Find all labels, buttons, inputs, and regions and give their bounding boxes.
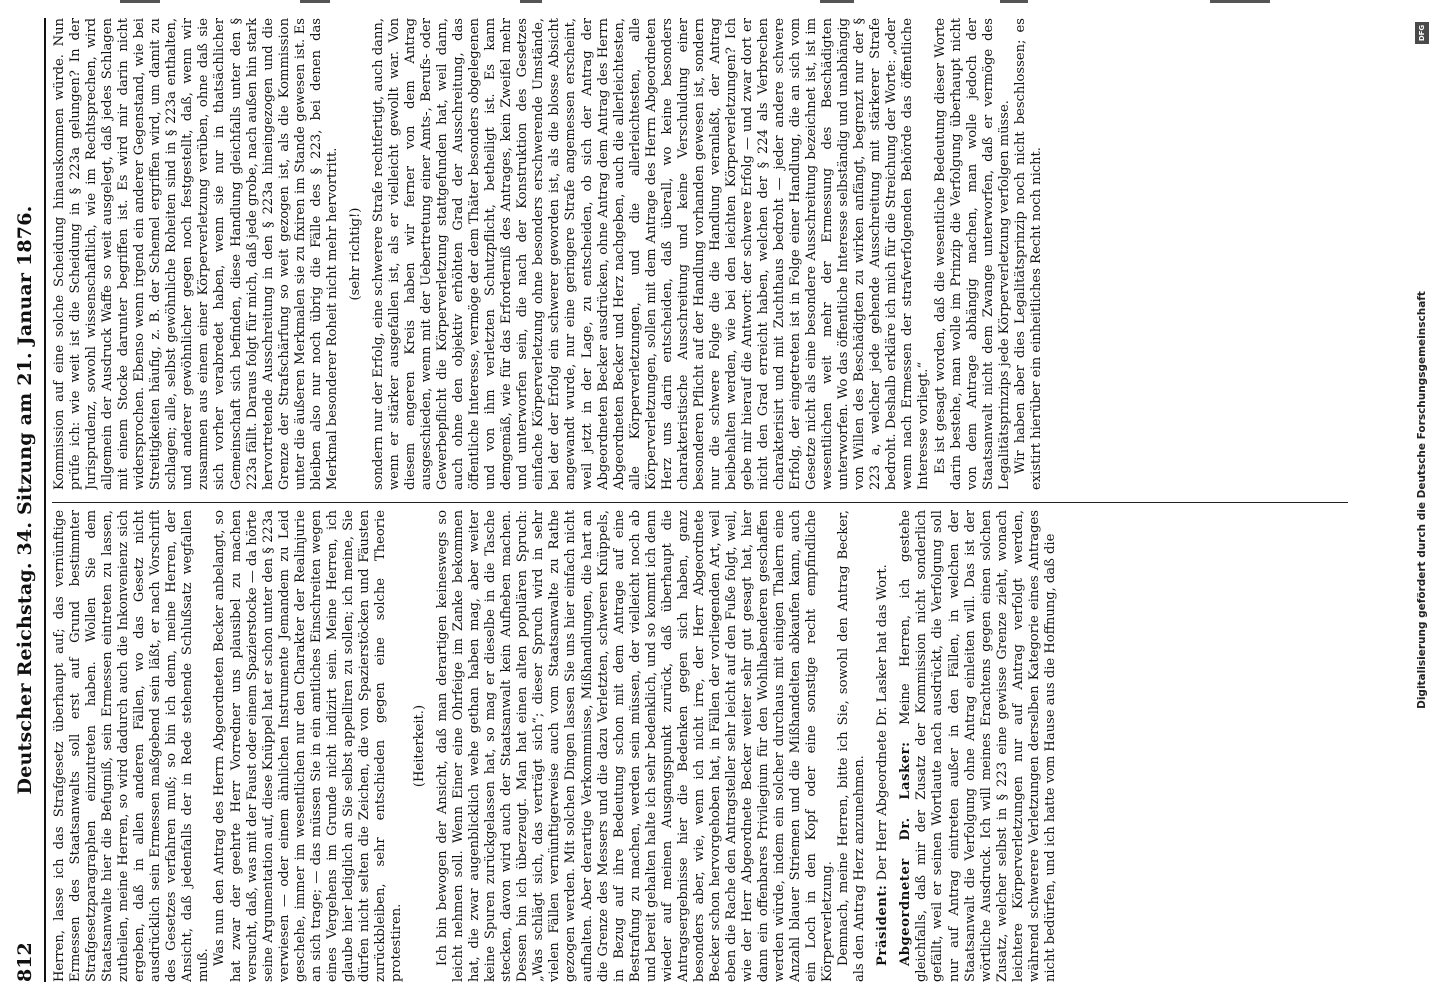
paragraph: Kommission auf eine solche Scheidung hinauskommen würde. Nun prüfe ich: wie weit ist die Scheidung in § 223a gelungen? In der Jurisprudenz, sowohl wissenschaftlich, wie im Rechtsprechen, wird allgemein der Ausdruck Waffe so weit ausgelegt, daß jedes Schlagen mit einem Stocke darunter begriffen ist. Es wird mir darin nicht widersprochen. Ebenso wenn irgend ein anderer Gegenstand, wie bei Streitigkeiten häufig, z. B. der Schemel ergriffen wird, um damit zu schlagen; alle, selbst gewöhnliche Roheiten sind in § 223a enthalten, und anderer gewöhnlicher gegen noch festgestellt, daß, wenn wir zusammen aus einem einer Körperverletzung verüben, ohne daß sie sich vorher verabredet haben, wenn sie nur in thatsächlicher Gemeinschaft sich befinden, diese Handlung gleichfalls unter den § 223a fällt. Daraus folgt für mich, daß jede grobe, nach außen hin stark hervortretende Ausschreitung in den § 223a hineingezogen und die Grenze der Strafschärfung so weit gezogen ist, als die Kommission unter die äußeren Merkmalen sie zu fixiren im Stande gewesen ist. Es bleiben also nur noch übrig die Fälle des § 223, bei denen das Merkmal besonderer Roheit nicht mehr hervortritt.	[52, 18, 340, 490]
interjection: (sehr richtig!)	[347, 207, 363, 301]
paragraph: Ich bin bewogen der Ansicht, daß man derartigen keineswegs so leicht nehmen soll. Wenn Einer eine Ohrfeige im Zanke bekommen hat, die zwar augenblicklich wehe gethan haben mag, aber weiter keine Spuren zurückgelassen hat, so mag er dieselbe in die Tasche stecken, davon wird auch der Staatsanwalt kein Aufheben machen. Dessen bin ich überzeugt. Man hat einen alten populären Spruch: „Was schlägt sich, das verträgt sich“; dieser Spruch wird in sehr vielen Fällen vernünftigerweise auch vom Staatsanwalte zu Rathe gezogen werden. Mit solchen Dingen lassen Sie uns hier einfach nicht aufhalten. Aber derartige Verkommnisse, Mißhandlungen, die hart an die Grenze des Messers und die dazu Verletzten, schweren Knüppels, in Bezug auf ihre Bedeutung schon mit dem Antrage auf eine Bestrafung zu machen, werden sein müssen, der vielleicht noch ab und bereit gehalten halte ich sehr bedenklich, und so kommt ich denn wieder auf meinen Ausgangspunkt zurück, daß überhaupt die Antragsergebnisse hier die Bedenken gegen sich haben, ganz besonders aber, wie, wenn ich nicht irre, der Herr Abgeordnete Becker schon hervorgehoben hat, in Fällen der vorliegenden Art, weil eben die Rache den Antragsteller sehr leicht auf den Fuße folgt, weil, wie der Herr Abgeordnete Becker weiter sehr gut gesagt hat, hier dann ein offenbares Privilegium für den Wohlhabenderen geschaffen werden würde, indem ein solcher durchaus mit einigen Thalern eine Anzahl blauer Striemen und die Mißhandelten abkaufen kann, auch ein Loch in den Kopf oder eine sonstige recht empfindliche Körperverletzung.	[435, 510, 836, 982]
paragraph: Wir haben aber dies Legalitätsprinzip noch nicht beschlossen; es existirt hierüber ein einheitliches Recht noch nicht.	[1012, 18, 1044, 490]
paragraph: sondern nur der Erfolg, eine schwerere Strafe rechtfertigt, auch dann, wenn er stärker ausgefallen ist, als er vielleicht gewollt war. Von diesem engeren Kreis haben wir ferner von dem Antrag ausgeschieden, wenn mit der Uebertretung einer Amts-, Berufs- oder Gewerbepflicht die Körperverletzung stattgefunden hat, weil dann, auch ohne den objektiv erhöhten Grad der Ausschreitung, das öffentliche Interesse, vermöge der dem Thäter besonders obgelegenen und von ihm verletzten Schutzpflicht, betheiligt ist. Es kann demgemäß, wie für das Erforderniß des Antrages, kein Zweifel mehr und unterworfen sein, die nach der Konstruktion des Gesetzes einfache Körperverletzung ohne besonders erschwerende Umstände, bei der der Erfolg ein schwerer geworden ist, als die blosse Absicht angewandt wurde, nur eine geringere Strafe angemessen erscheint, weil jetzt in der Lage, zu entscheiden, ob sich der Antrag der Abgeordneten Becker ausdrücken, ohne Antrag dem Antrag des Herrn Abgeordneten Becker und Herz nachgeben, auch die allerleichtesten, alle Körperverletzungen, und die allerleichtesten, alle Körperverletzungen, sollen mit dem Antrage des Herrn Abgeordneten Herz uns darin entscheiden, daß überall, wo keine besonders charakteristische Ausschreitung und keine Verschuldung einer besonderen Pflicht auf der Handlung vorhanden gewesen ist, sondern nur die schwere Folge die die Handlung veranlaßt, der Antrag beibehalten werden, wie bei den leichten Körperverletzungen? Ich gebe mir hierauf die Antwort: der schwere Erfolg — und zwar dort er nicht den Grad erreicht haben, welchen der § 224 als Verbrechen charakterisirt und mit Zuchthaus bedroht — jeder andere schwere Erfolg, der eingetreten ist in Folge einer Handlung, die an sich vom Gesetze nicht als eine besondere Ausschreitung bezeichnet ist, ist im wesentlichen weit mehr der Ermessung des Beschädigten unterworfen. Wo das öffentliche Interesse selbständig und unabhängig von Willen des Beschädigten zu wirken anfängt, begrenzt nur der § 223 a, welcher jede gehende Ausschreitung mit stärkerer Strafe bedroht. Deshalb erkläre ich mich für die Streichung der Worte: „oder wenn nach Ermessen der strafverfolgenden Behörde das öffentliche Interesse vorliegt.“	[370, 18, 932, 490]
speaker-name: Abgeordneter Dr. Lasker:	[898, 741, 914, 966]
digitization-credit: Digitalisierung gefördert durch die Deutsche Forschungsgemeinschaft	[1416, 291, 1428, 709]
dfg-logo-icon: DFG	[1415, 22, 1429, 44]
speaker-paragraph	[898, 510, 1058, 982]
speaker-text: Meine Herren, ich gestehe gleichfalls, daß mir der Zusatz der Kommission nicht sonderlich gefällt, weil er seinen Wortlaute nach ausdrückt, die Verfolgung soll nur auf Antrag eintreten außer in den Fällen, in welchen der Staatsanwalt die Verfolgung ohne Antrag einleiten will. Das ist der wörtliche Ausdruck. Ich will meines Erachtens gegen einen solchen Zusatz, welcher selbst in § 223 eine gewisse Grenze zieht, wonach leichtere Körperverletzungen nur auf Antrag verfolgt werden, während schwerere Verletzungen derselben Kategorie eines Antrages nicht bedürfen, und ich hatte vom Hause aus die Hoffnung, daß die	[898, 510, 1058, 982]
paragraph: Es ist gesagt worden, daß die wesentliche Bedeutung dieser Worte darin bestehe, man wolle im Prinzip die Verfolgung überhaupt nicht von dem Antrage abhängig machen, man wolle jedoch der Staatsanwalt nicht dem Zwange unterworfen, daß er vermöge des Legalitätsprinzips jede Körperverletzung verfolgen müsse.	[932, 18, 1012, 490]
speaker-paragraph	[875, 510, 891, 982]
digitization-sidebar	[1412, 0, 1432, 1000]
speaker-name: Präsident:	[875, 884, 891, 966]
right-column	[52, 18, 1350, 490]
column-rule	[52, 502, 1348, 503]
interjection: (Heiterkeit.)	[412, 704, 428, 788]
page-header	[10, 18, 46, 982]
left-column	[52, 510, 1350, 982]
paragraph: Demnach, meine Herren, bitte ich Sie, sowohl den Antrag Becker, als den Antrag Herz anzunehmen.	[836, 510, 868, 982]
page-number: 812	[14, 942, 36, 982]
page-title: Deutscher Reichstag. 34. Sitzung am 21. Januar 1876.	[14, 205, 36, 795]
paragraph: Herren, lasse ich das Strafgesetz überhaupt auf; das vernünftige Ermessen des Staatsanwalts soll erst auf Grund bestimmter Strafgesetzparagraphen einzutreten haben. Wollen Sie dem Staatsanwalte hier die Befugniß, sein Ermessen eintreten zu lassen, zutheilen, meine Herren, so wird dadurch auch die Inkonvenienz sich ergeben, daß in allen anderen Fällen, wo das Gesetz nicht ausdrücklich sein Ermessen maßgebend sein läßt, er nach Vorschrift des Gesetzes verfahren muß; so bin ich denn, meine Herren, der Ansicht, daß jedenfalls der in Rede stehende Schlußsatz wegfallen muß.	[52, 510, 212, 982]
speaker-text: Der Herr Abgeordnete Dr. Lasker hat das Wort.	[875, 564, 891, 881]
paragraph: Was nun den Antrag des Herrn Abgeordneten Becker anbelangt, so hat zwar der geehrte Herr Vorredner uns plausibel zu machen versucht, daß, was mit der Faust oder einem Spazierstocke — da hörte seine Argumentation auf, diese Knüppel hat er schon unter den § 223a verwiesen — oder einem ähnlichen Instrumente Jemandem zu Leid geschehe, immer im wesentlichen nur den Charakter der Realinjurie an sich trage; — das müssen Sie in ein amtliches Einschreiten wegen eines Vergehens im Grunde nicht indizirt sein. Meine Herren, ich glaube hier lediglich an Sie selbst appelliren zu sollen; ich meine, Sie dürfen nicht selten die Zeichen, die von Spazierstöcken und Fäusten zurückbleiben, sehr entschieden gegen eine solche Theorie protestiren.	[212, 510, 404, 982]
scan-edge-marks	[0, 0, 1400, 6]
